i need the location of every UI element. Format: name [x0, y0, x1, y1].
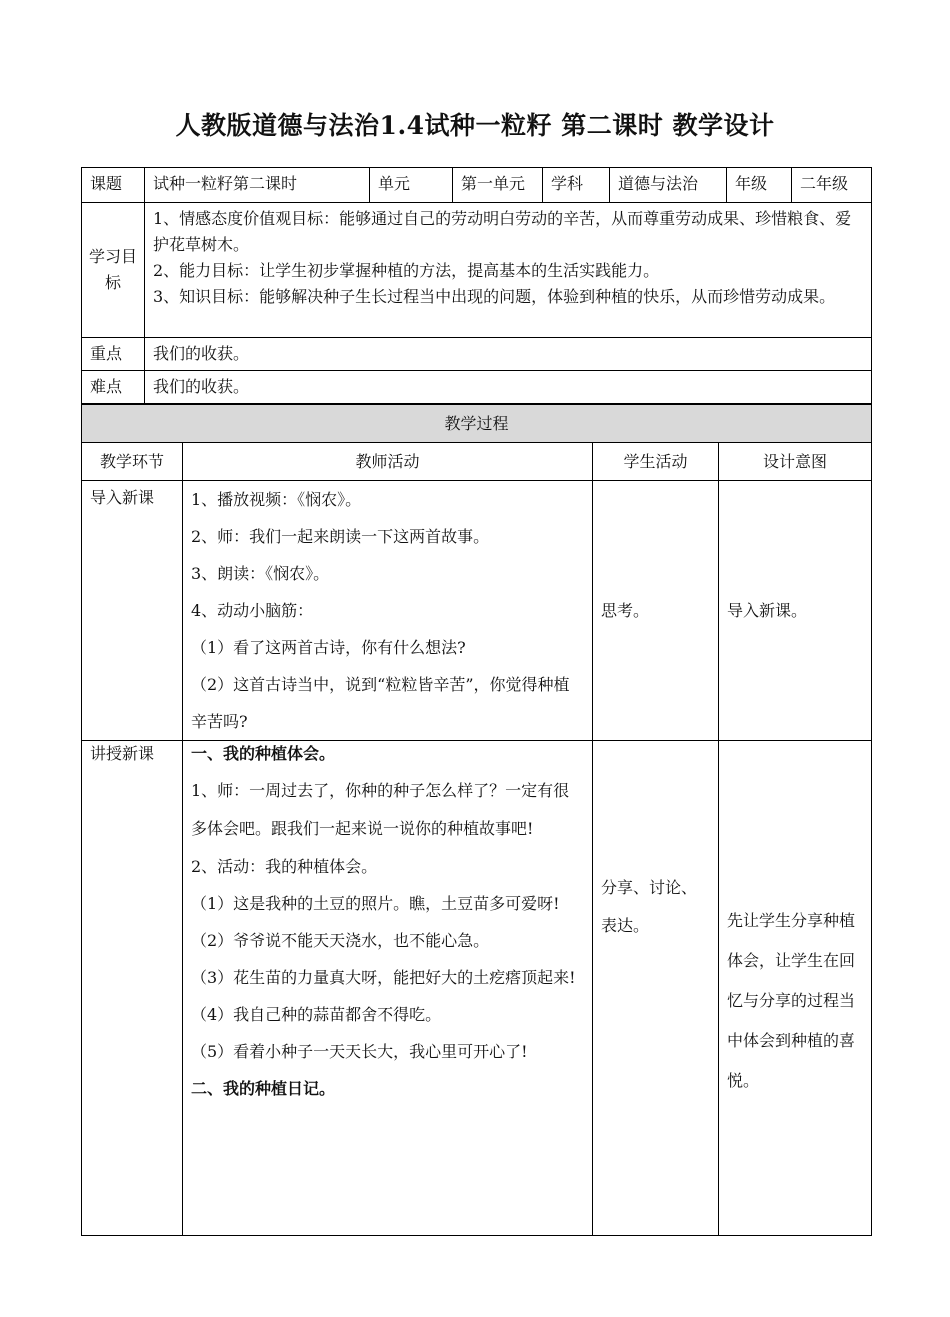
key-label: 重点 [82, 338, 145, 371]
header-intent: 设计意图 [719, 443, 872, 481]
table-row [82, 481, 872, 741]
lesson-info-table [81, 167, 872, 404]
teacher-line: （4）我自己种的蒜苗都舍不得吃。 [191, 1005, 442, 1024]
teacher-line: （5）看着小种子一天天长大，我心里可开心了! [191, 1042, 528, 1061]
design-intent-intro: 导入新课。 [719, 481, 872, 741]
teacher-line: （1）看了这两首古诗，你有什么想法? [191, 638, 466, 657]
header-teacher: 教师活动 [183, 443, 593, 481]
stage-label: 讲授新课 [90, 744, 155, 763]
teacher-line: 1、师：一周过去了，你种的种子怎么样了？一定有很多体会吧。跟我们一起来说一说你的种植故事吧! [191, 781, 570, 838]
topic-value: 试种一粒籽第二课时 [145, 168, 370, 203]
difficulty-label: 难点 [82, 371, 145, 404]
section-heading: 一、我的种植体会。 [191, 744, 336, 763]
teacher-line: （2）这首古诗当中，说到“粒粒皆辛苦”，你觉得种植辛苦吗? [191, 675, 570, 731]
teacher-line: （2）爷爷说不能天天浇水，也不能心急。 [191, 931, 490, 950]
teacher-activities-intro [183, 481, 593, 741]
goal-knowledge: 3、知识目标：能够解决种子生长过程当中出现的问题，体验到种植的快乐，从而珍惜劳动成果。 [153, 287, 836, 306]
key-value: 我们的收获。 [145, 338, 872, 371]
process-section-title: 教学过程 [82, 405, 872, 443]
goal-ability: 2、能力目标：让学生初步掌握种植的方法，提高基本的生活实践能力。 [153, 261, 660, 280]
teacher-line: 1、播放视频：《悯农》。 [191, 490, 362, 509]
design-intent-new [719, 741, 872, 1236]
teaching-process-table [81, 404, 872, 1236]
teacher-line: 4、动动小脑筋： [191, 601, 314, 620]
student-activity-new [593, 741, 719, 1236]
topic-label: 课题 [82, 168, 145, 203]
section-heading: 二、我的种植日记。 [191, 1079, 336, 1098]
teacher-line: （3）花生苗的力量真大呀，能把好大的土疙瘩顶起来! [191, 968, 576, 987]
page-title: 人教版道德与法治1.4试种一粒籽 第二课时 教学设计 [175, 111, 775, 140]
teacher-line: 2、师：我们一起来朗读一下这两首故事。 [191, 527, 490, 546]
goal-affective: 1、情感态度价值观目标：能够通过自己的劳动明白劳动的辛苦，从而尊重劳动成果、珍惜粮食、爱护花草树木。 [153, 209, 852, 254]
stage-intro: 导入新课 [82, 481, 183, 741]
goals-cell [145, 203, 872, 338]
teacher-line: （1）这是我种的土豆的照片。瞧，土豆苗多可爱呀! [191, 894, 560, 913]
teacher-line: 2、活动：我的种植体会。 [191, 857, 378, 876]
teacher-activities-new [183, 741, 593, 1236]
teacher-line: 3、朗读：《悯农》。 [191, 564, 330, 583]
table-row [82, 741, 872, 1236]
unit-value: 第一单元 [453, 168, 543, 203]
stage-new-lesson [82, 741, 183, 1236]
header-student: 学生活动 [593, 443, 719, 481]
student-activity-intro: 思考。 [593, 481, 719, 741]
goals-label: 学习目标 [82, 203, 145, 338]
difficulty-value: 我们的收获。 [145, 371, 872, 404]
grade-value: 二年级 [792, 168, 872, 203]
design-intent-text: 先让学生分享种植体会，让学生在回忆与分享的过程当中体会到种植的喜悦。 [727, 911, 856, 1090]
subject-label: 学科 [543, 168, 610, 203]
header-stage: 教学环节 [82, 443, 183, 481]
subject-value: 道德与法治 [610, 168, 727, 203]
unit-label: 单元 [370, 168, 453, 203]
grade-label: 年级 [727, 168, 792, 203]
student-activity-text: 分享、讨论、表达。 [601, 878, 698, 935]
